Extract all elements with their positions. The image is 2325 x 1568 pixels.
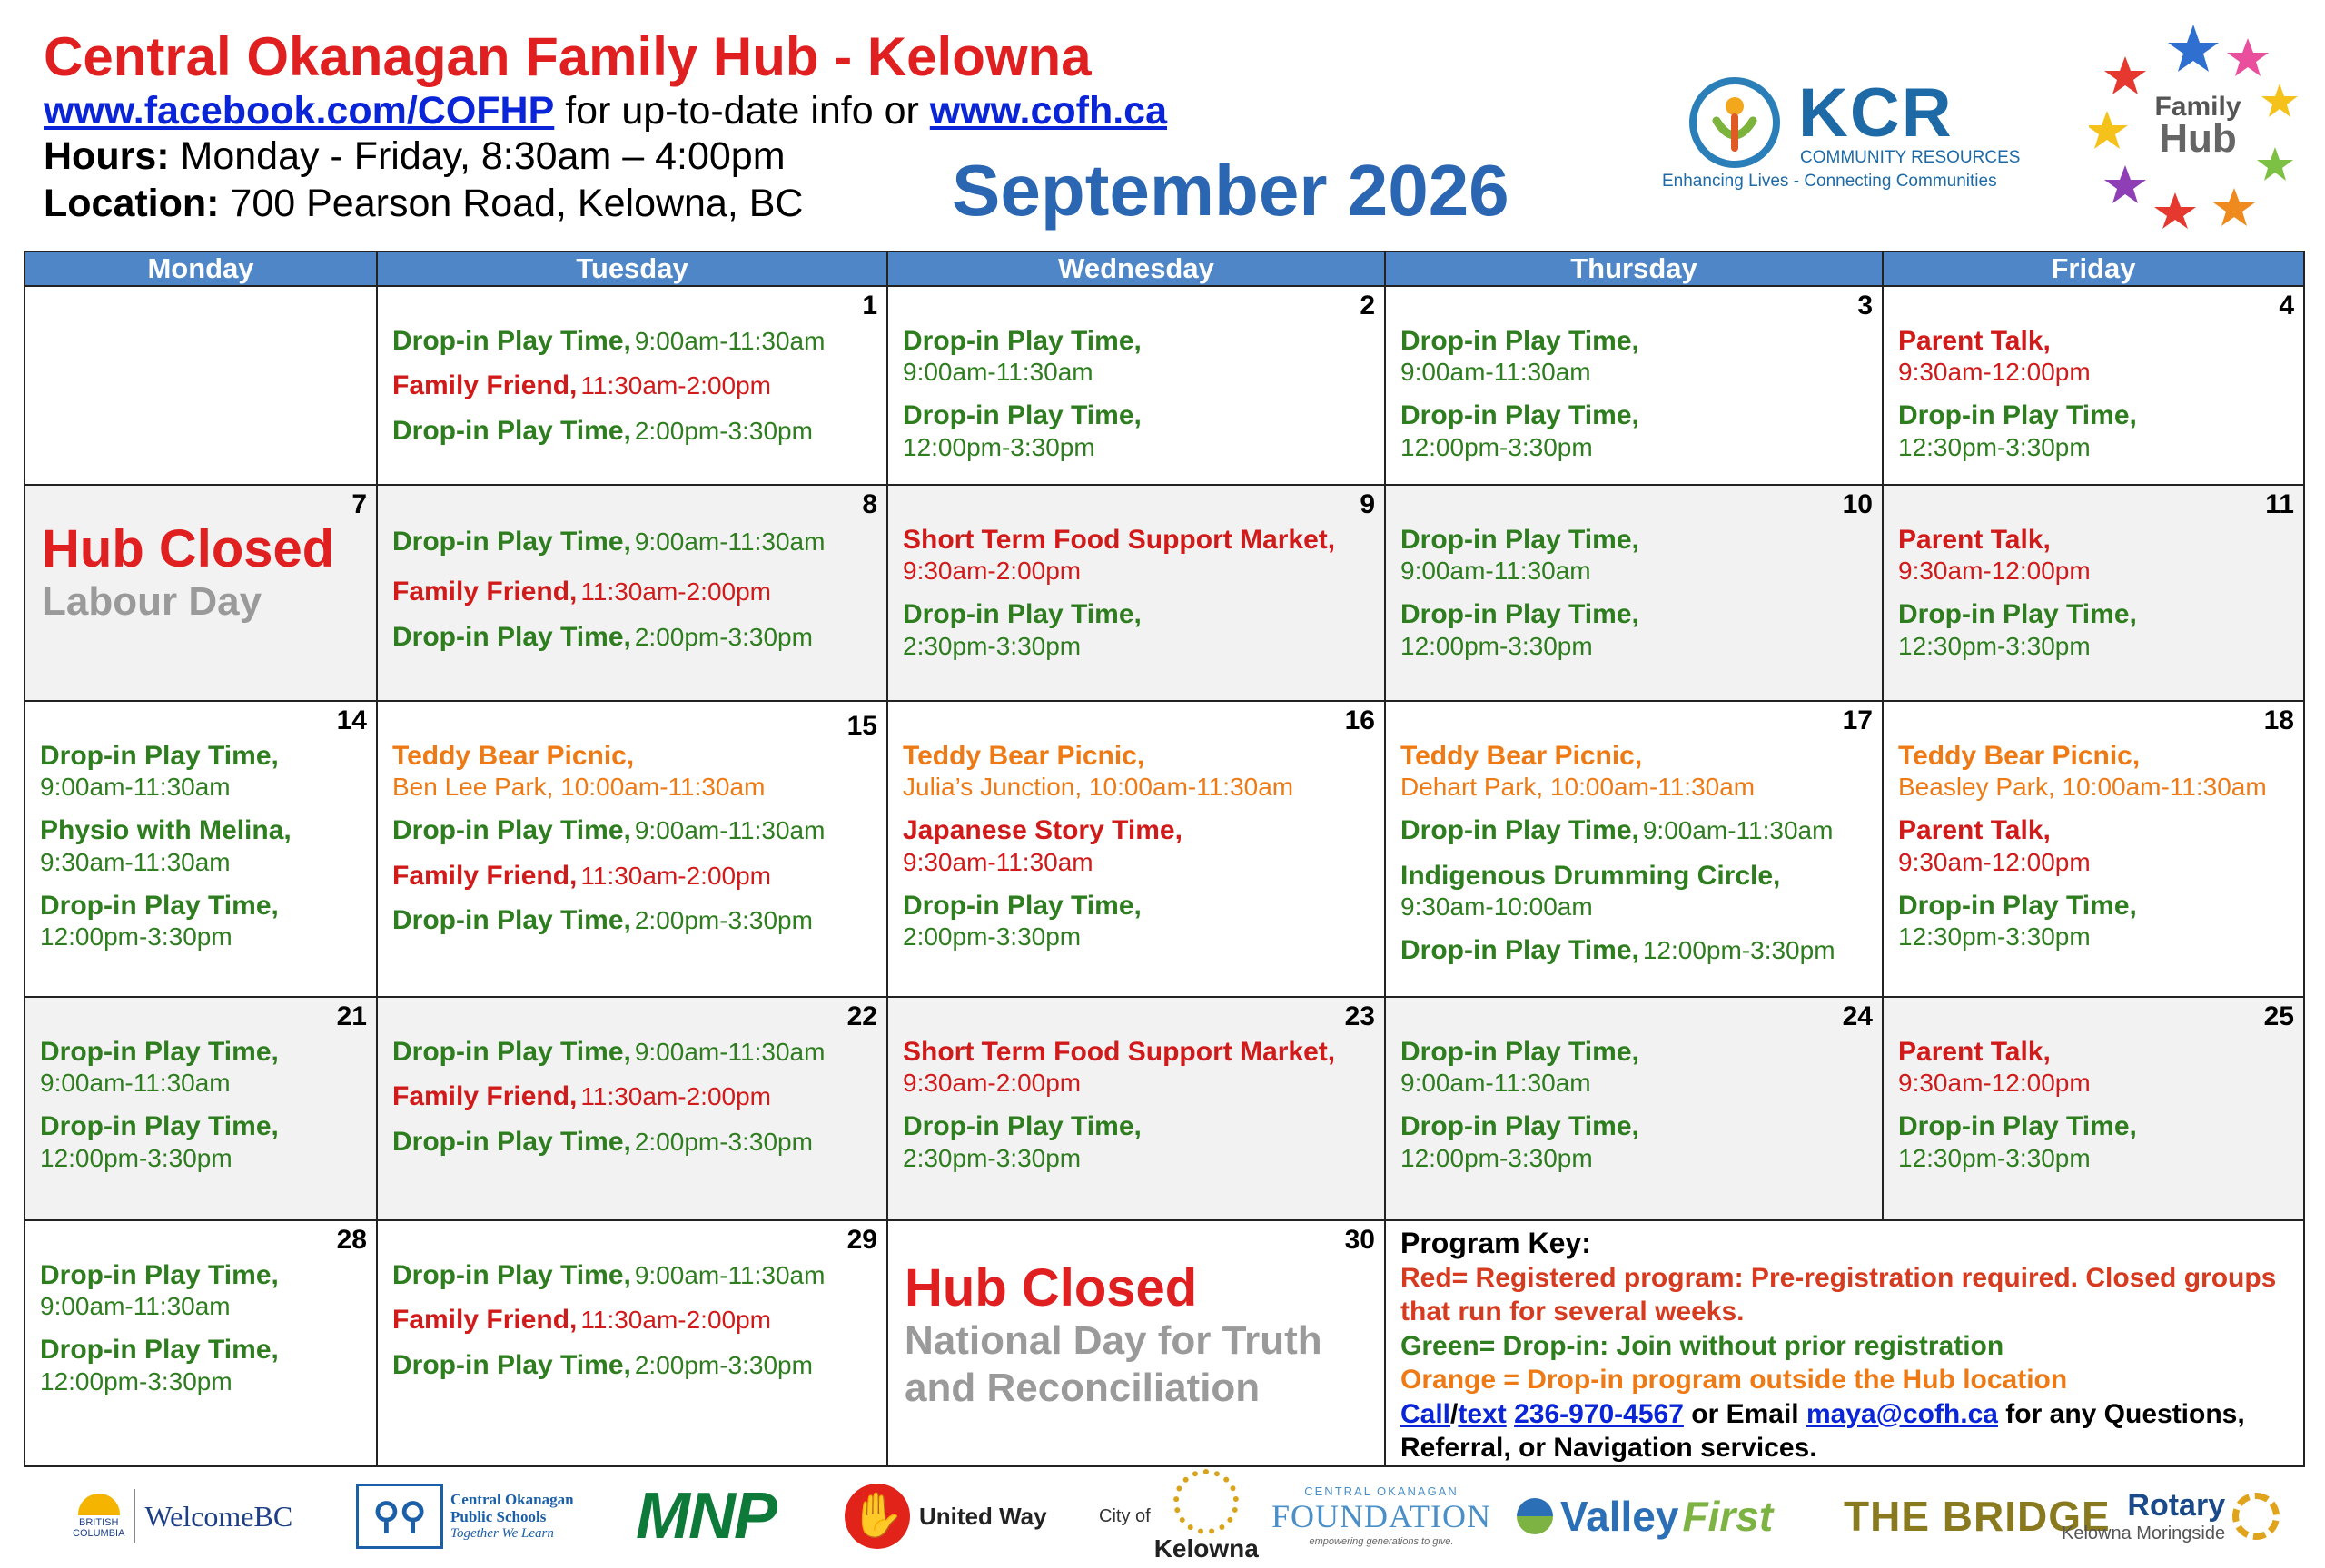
- day-number: 11: [2265, 488, 2294, 519]
- day-cell: [1883, 997, 2304, 1220]
- day-cell: [887, 997, 1385, 1220]
- weekday-header-row: [25, 251, 2304, 286]
- event-name: Parent Talk,: [1898, 1036, 2051, 1067]
- event-name: Drop-in Play Time,: [40, 740, 279, 771]
- mnp-logo: [636, 1475, 776, 1557]
- event-time: 9:30am-10:00am: [1400, 892, 1593, 922]
- rotary-logo: [2062, 1475, 2280, 1557]
- first-text: First: [1682, 1493, 1774, 1540]
- location-line: [44, 182, 804, 226]
- kcr-tagline: Enhancing Lives - Connecting Communities: [1662, 172, 1997, 191]
- week-row: [25, 286, 2304, 485]
- day-cell: [25, 701, 377, 997]
- event-name: Drop-in Play Time,: [40, 1111, 279, 1142]
- event: [1898, 814, 2290, 876]
- day-number: 9: [1360, 488, 1375, 519]
- day-cell: [377, 286, 887, 485]
- event: [392, 1126, 874, 1158]
- event-time: 9:30am-12:00pm: [1898, 847, 2091, 876]
- event-time: 9:00am-11:30am: [634, 327, 826, 355]
- event-time: 12:00pm-3:30pm: [1400, 1143, 1593, 1172]
- event: [1898, 325, 2290, 387]
- day-cell: [377, 997, 887, 1220]
- event: [392, 325, 874, 357]
- event-time: Dehart Park, 10:00am-11:30am: [1400, 773, 1756, 802]
- event: [1400, 934, 1869, 966]
- day-cell: [377, 1220, 887, 1466]
- rotary-wheel-icon: [2232, 1493, 2280, 1540]
- day-number: 29: [846, 1224, 877, 1255]
- sponsor-logos: [36, 1475, 2289, 1563]
- event: [392, 1304, 874, 1336]
- event-name: Drop-in Play Time,: [1400, 935, 1639, 966]
- event-time: 9:30am-2:00pm: [903, 1069, 1082, 1098]
- day-number: 14: [336, 705, 367, 735]
- event-time: 2:00pm-3:30pm: [634, 416, 813, 445]
- event-time: Beasley Park, 10:00am-11:30am: [1898, 773, 2267, 802]
- day-number: 24: [1842, 1001, 1873, 1031]
- location-value: 700 Pearson Road, Kelowna, BC: [219, 182, 804, 225]
- phone-link[interactable]: 236-970-4567: [1514, 1398, 1684, 1429]
- welcomebc-logo: [73, 1475, 292, 1557]
- week-row: [25, 1220, 2304, 1466]
- day-number: 18: [2263, 705, 2294, 735]
- day-cell: [887, 286, 1385, 485]
- event-name: Drop-in Play Time,: [1898, 599, 2137, 630]
- event: [1400, 860, 1869, 922]
- event: [1400, 524, 1869, 586]
- event-time: 9:30am-12:00pm: [1898, 557, 2091, 586]
- event: [40, 740, 363, 802]
- event: [903, 740, 1371, 802]
- event: [392, 814, 874, 846]
- page-title: Central Okanagan Family Hub - Kelowna: [44, 26, 1092, 87]
- city-line1: City of: [1099, 1505, 1151, 1526]
- event: [1400, 399, 1869, 461]
- event: [392, 1259, 874, 1291]
- event-name: Family Friend,: [392, 1081, 578, 1112]
- hours-value: Monday - Friday, 8:30am – 4:00pm: [169, 134, 786, 178]
- event-time: 9:30am-2:00pm: [903, 557, 1082, 586]
- kcr-wordmark: KCR: [1798, 74, 1954, 152]
- calendar-table: [24, 251, 2305, 1467]
- event-name: Indigenous Drumming Circle,: [1400, 860, 1781, 891]
- header: [44, 25, 1509, 243]
- key-red: Red= Registered program: Pre-registration required. Closed groups that run for several weeks.: [1400, 1262, 2277, 1327]
- day-number: 15: [846, 710, 877, 741]
- valley-first-logo: [1517, 1475, 1773, 1557]
- event: [1400, 325, 1869, 387]
- day-number: 17: [1842, 705, 1873, 735]
- event-time: 12:30pm-3:30pm: [1898, 1143, 2091, 1172]
- event-name: Parent Talk,: [1898, 815, 2051, 846]
- day-number: 22: [846, 1001, 877, 1031]
- city-of-kelowna-logo: [1099, 1475, 1259, 1563]
- event-time: 12:00pm-3:30pm: [40, 1366, 232, 1395]
- event: [40, 814, 363, 876]
- day-cell: [377, 701, 887, 997]
- event-name: Family Friend,: [392, 1305, 578, 1336]
- weekday-header: Tuesday: [377, 251, 887, 286]
- day-cell: [1385, 997, 1883, 1220]
- event: [392, 576, 874, 607]
- event-time: 9:30am-12:00pm: [1898, 1069, 2091, 1098]
- event-name: Drop-in Play Time,: [903, 890, 1142, 921]
- event: [1898, 740, 2290, 802]
- event: [392, 370, 874, 401]
- event-time: 9:00am-11:30am: [40, 773, 231, 802]
- event-name: Drop-in Play Time,: [40, 890, 279, 921]
- valley-text: Valley: [1560, 1493, 1679, 1540]
- day-cell: [1385, 701, 1883, 997]
- event: [40, 1036, 363, 1098]
- event: [392, 860, 874, 892]
- day-number: 16: [1344, 705, 1375, 735]
- event-name: Drop-in Play Time,: [1400, 1111, 1639, 1142]
- event-time: 12:30pm-3:30pm: [1898, 922, 2091, 952]
- event: [392, 1080, 874, 1112]
- event: [1400, 598, 1869, 660]
- event: [392, 415, 874, 447]
- event-time: 12:00pm-3:30pm: [1400, 631, 1593, 660]
- event-time: 9:00am-11:30am: [1642, 816, 1834, 845]
- hub-closed-label: Hub Closed: [42, 518, 335, 578]
- event-time: 2:30pm-3:30pm: [903, 1143, 1082, 1172]
- event: [1400, 740, 1869, 802]
- event: [392, 1349, 874, 1381]
- day-cell: [887, 1220, 1385, 1466]
- event-name: Teddy Bear Picnic,: [392, 740, 635, 771]
- event: [40, 1259, 363, 1321]
- event: [1400, 1036, 1869, 1098]
- day-number: 23: [1344, 1001, 1375, 1031]
- schools-icon: ⚲⚲: [356, 1484, 443, 1549]
- event: [392, 621, 874, 653]
- event-name: Drop-in Play Time,: [392, 905, 631, 936]
- day-cell-empty: [25, 286, 377, 485]
- event-time: 9:00am-11:30am: [40, 1292, 231, 1321]
- schools-line3: Together We Learn: [450, 1525, 554, 1541]
- event: [903, 399, 1371, 461]
- event: [903, 814, 1371, 876]
- event-time: Ben Lee Park, 10:00am-11:30am: [392, 773, 766, 802]
- event: [1898, 399, 2290, 461]
- event: [1898, 598, 2290, 660]
- event: [903, 524, 1371, 586]
- event: [903, 325, 1371, 387]
- event-time: 12:00pm-3:30pm: [40, 922, 232, 952]
- foundation-line2: FOUNDATION: [1271, 1498, 1491, 1535]
- event-name: Short Term Food Support Market,: [903, 1036, 1336, 1067]
- event-name: Drop-in Play Time,: [392, 1349, 631, 1380]
- hours-label: Hours:: [44, 134, 170, 178]
- divider: [134, 1489, 135, 1543]
- event-name: Drop-in Play Time,: [392, 526, 631, 557]
- rotary-line2: Kelowna Moringside: [2062, 1523, 2226, 1543]
- welcomebc-text: WelcomeBC: [144, 1499, 293, 1533]
- event-time: 2:00pm-3:30pm: [634, 622, 813, 651]
- contact-text: or Email: [1683, 1398, 1806, 1429]
- website-link[interactable]: www.cofh.ca: [929, 89, 1168, 133]
- event-name: Drop-in Play Time,: [1400, 524, 1639, 555]
- bc-line2: COLUMBIA: [73, 1528, 125, 1539]
- event-time: 9:30am-11:30am: [40, 847, 231, 876]
- event: [392, 740, 874, 802]
- schools-line1: Central Okanagan: [450, 1490, 574, 1508]
- event: [903, 890, 1371, 952]
- program-key: [1385, 1220, 2304, 1466]
- event: [392, 1036, 874, 1068]
- event-name: Japanese Story Time,: [903, 815, 1182, 846]
- program-key-title: Program Key:: [1400, 1226, 1591, 1259]
- location-label: Location:: [44, 182, 220, 225]
- family-hub-logo: [2089, 20, 2298, 229]
- event-name: Parent Talk,: [1898, 326, 2051, 356]
- event-name: Physio with Melina,: [40, 815, 292, 846]
- event-time: 2:00pm-3:30pm: [634, 1127, 813, 1156]
- event-name: Parent Talk,: [1898, 524, 2051, 555]
- event-time: 9:00am-11:30am: [40, 1069, 231, 1098]
- day-number: 21: [336, 1001, 367, 1031]
- event-time: 9:00am-11:30am: [1400, 358, 1591, 387]
- event-time: 2:30pm-3:30pm: [903, 631, 1082, 660]
- event: [392, 526, 874, 557]
- event-time: 2:00pm-3:30pm: [634, 1350, 813, 1379]
- links-line: [44, 89, 1167, 133]
- event-name: Drop-in Play Time,: [903, 326, 1142, 356]
- event: [40, 1110, 363, 1172]
- event-name: Drop-in Play Time,: [392, 1126, 631, 1157]
- contact-tail: for any Questions, Referral, or Navigation services.: [1400, 1398, 2245, 1464]
- event-name: Drop-in Play Time,: [392, 415, 631, 446]
- schools-line2: Public Schools: [450, 1508, 547, 1526]
- hub-logo-line1: Family: [2154, 92, 2241, 122]
- closure-reason: Labour Day: [42, 578, 262, 624]
- event-time: 12:30pm-3:30pm: [1898, 432, 2091, 461]
- week-row: [25, 485, 2304, 701]
- event-time: 9:00am-11:30am: [1400, 1069, 1591, 1098]
- day-cell: [1883, 286, 2304, 485]
- event-name: Drop-in Play Time,: [40, 1036, 279, 1067]
- day-number: 2: [1360, 291, 1375, 321]
- event-time: 9:00am-11:30am: [634, 527, 826, 556]
- day-number: 8: [862, 488, 877, 519]
- mnp-text: MNP: [636, 1480, 776, 1553]
- weekday-header: Friday: [1883, 251, 2304, 286]
- event-time: 12:00pm-3:30pm: [40, 1143, 232, 1172]
- event-name: Teddy Bear Picnic,: [903, 740, 1145, 771]
- event-name: Drop-in Play Time,: [1400, 815, 1639, 846]
- event-name: Drop-in Play Time,: [1898, 400, 2137, 431]
- day-cell: [25, 997, 377, 1220]
- event-time: 11:30am-2:00pm: [580, 371, 771, 400]
- event-time: 11:30am-2:00pm: [580, 1306, 771, 1335]
- day-cell: [1883, 701, 2304, 997]
- hub-closed-label: Hub Closed: [905, 1257, 1198, 1317]
- event-name: Teddy Bear Picnic,: [1898, 740, 2141, 771]
- event-time: 9:00am-11:30am: [634, 816, 826, 845]
- event-time: 11:30am-2:00pm: [580, 861, 771, 890]
- day-number: 28: [336, 1224, 367, 1255]
- event: [1898, 524, 2290, 586]
- event-time: 9:00am-11:30am: [634, 1260, 826, 1289]
- event: [40, 890, 363, 952]
- day-number: 30: [1344, 1224, 1375, 1255]
- united-way-icon: ✋: [845, 1484, 910, 1549]
- event-time: 9:00am-11:30am: [1400, 557, 1591, 586]
- day-number: 10: [1842, 488, 1873, 519]
- email-link[interactable]: maya@cofh.ca: [1806, 1398, 1998, 1429]
- event: [1400, 1110, 1869, 1172]
- key-orange: Orange = Drop-in program outside the Hub location: [1400, 1365, 2068, 1395]
- hub-logo-line2: Hub: [2159, 116, 2237, 161]
- kcr-logo: [1662, 68, 2043, 195]
- event-time: 12:30pm-3:30pm: [1898, 631, 2091, 660]
- event: [40, 1334, 363, 1395]
- links-text: for up-to-date info or: [554, 89, 930, 133]
- valley-first-icon: [1517, 1498, 1553, 1534]
- day-cell: [377, 485, 887, 701]
- day-cell: [1385, 485, 1883, 701]
- rotary-line1: Rotary: [2127, 1488, 2226, 1524]
- event-name: Drop-in Play Time,: [1898, 890, 2137, 921]
- event-time: 9:00am-11:30am: [634, 1037, 826, 1066]
- event-name: Drop-in Play Time,: [392, 326, 631, 356]
- event-name: Drop-in Play Time,: [392, 621, 631, 652]
- event: [1898, 1110, 2290, 1172]
- event: [903, 1036, 1371, 1098]
- event-time: 2:00pm-3:30pm: [903, 922, 1082, 952]
- call-link[interactable]: Call: [1400, 1398, 1451, 1429]
- event-name: Short Term Food Support Market,: [903, 524, 1336, 555]
- facebook-link[interactable]: www.facebook.com/COFHP: [44, 89, 555, 133]
- foundation-line1: CENTRAL OKANAGAN: [1304, 1484, 1459, 1498]
- kcr-subtitle: COMMUNITY RESOURCES: [1800, 148, 2021, 167]
- text-link[interactable]: text: [1458, 1398, 1507, 1429]
- event-time: 12:00pm-3:30pm: [903, 432, 1095, 461]
- weekday-header: Monday: [25, 251, 377, 286]
- event-time: 11:30am-2:00pm: [580, 577, 771, 606]
- event-time: 12:00pm-3:30pm: [1642, 936, 1835, 965]
- event: [392, 904, 874, 936]
- event-name: Family Friend,: [392, 860, 578, 891]
- weekday-header: Thursday: [1385, 251, 1883, 286]
- day-number: 25: [2263, 1001, 2294, 1031]
- week-row: [25, 701, 2304, 997]
- separator: /: [1450, 1398, 1459, 1429]
- event: [1898, 890, 2290, 952]
- event-name: Drop-in Play Time,: [903, 400, 1142, 431]
- event-name: Drop-in Play Time,: [903, 599, 1142, 630]
- event-time: Julia’s Junction, 10:00am-11:30am: [903, 773, 1294, 802]
- event-name: Drop-in Play Time,: [1400, 599, 1639, 630]
- week-row: [25, 997, 2304, 1220]
- day-number: 4: [2279, 291, 2294, 321]
- closure-reason: National Day for Truth and Reconciliation: [905, 1317, 1322, 1410]
- day-cell: [887, 485, 1385, 701]
- event-name: Drop-in Play Time,: [1400, 1036, 1639, 1067]
- event-name: Family Friend,: [392, 577, 578, 607]
- event-time: 12:00pm-3:30pm: [1400, 432, 1593, 461]
- event-name: Drop-in Play Time,: [1898, 1111, 2137, 1142]
- event-name: Family Friend,: [392, 370, 578, 401]
- foundation-line3: empowering generations to give.: [1309, 1535, 1454, 1547]
- bc-logo: [73, 1494, 124, 1539]
- event-time: 11:30am-2:00pm: [580, 1082, 771, 1111]
- event-time: 9:30am-11:30am: [903, 847, 1093, 876]
- bc-line1: BRITISH: [79, 1516, 119, 1528]
- day-number: 3: [1857, 291, 1873, 321]
- month-title: September 2026: [952, 150, 1509, 231]
- day-cell: [25, 485, 377, 701]
- day-number: 7: [351, 488, 367, 519]
- city-emblem-icon: [1173, 1469, 1239, 1534]
- event-time: 2:00pm-3:30pm: [634, 906, 813, 935]
- united-way-logo: [845, 1475, 1047, 1557]
- day-cell: [1883, 485, 2304, 701]
- weekday-header: Wednesday: [887, 251, 1385, 286]
- day-cell: [25, 1220, 377, 1466]
- event-name: Drop-in Play Time,: [1400, 326, 1639, 356]
- event-time: 9:00am-11:30am: [903, 358, 1093, 387]
- event-name: Teddy Bear Picnic,: [1400, 740, 1643, 771]
- united-way-text: United Way: [919, 1502, 1047, 1530]
- foundation-logo: [1271, 1475, 1491, 1557]
- day-cell: [1385, 286, 1883, 485]
- event: [903, 1110, 1371, 1172]
- city-line2: Kelowna: [1153, 1534, 1259, 1563]
- the-bridge-text: THE BRIDGE: [1844, 1493, 2111, 1540]
- event: [903, 598, 1371, 660]
- day-cell: [887, 701, 1385, 997]
- key-contact: [1400, 1397, 2290, 1465]
- event-name: Drop-in Play Time,: [40, 1335, 279, 1366]
- event: [1400, 814, 1869, 846]
- event-name: Drop-in Play Time,: [392, 1036, 631, 1067]
- schools-logo: [356, 1475, 574, 1557]
- hours-line: [44, 134, 786, 179]
- key-green: Green= Drop-in: Join without prior registration: [1400, 1330, 2004, 1361]
- event-name: Drop-in Play Time,: [392, 815, 631, 846]
- day-number: 1: [862, 291, 877, 321]
- sun-icon: [78, 1494, 120, 1515]
- event-name: Drop-in Play Time,: [40, 1259, 279, 1290]
- event-name: Drop-in Play Time,: [1400, 400, 1639, 431]
- event: [1898, 1036, 2290, 1098]
- event-time: 9:30am-12:00pm: [1898, 358, 2091, 387]
- event-name: Drop-in Play Time,: [392, 1259, 631, 1290]
- kcr-mark-icon: [1689, 77, 1780, 168]
- event-name: Drop-in Play Time,: [903, 1111, 1142, 1142]
